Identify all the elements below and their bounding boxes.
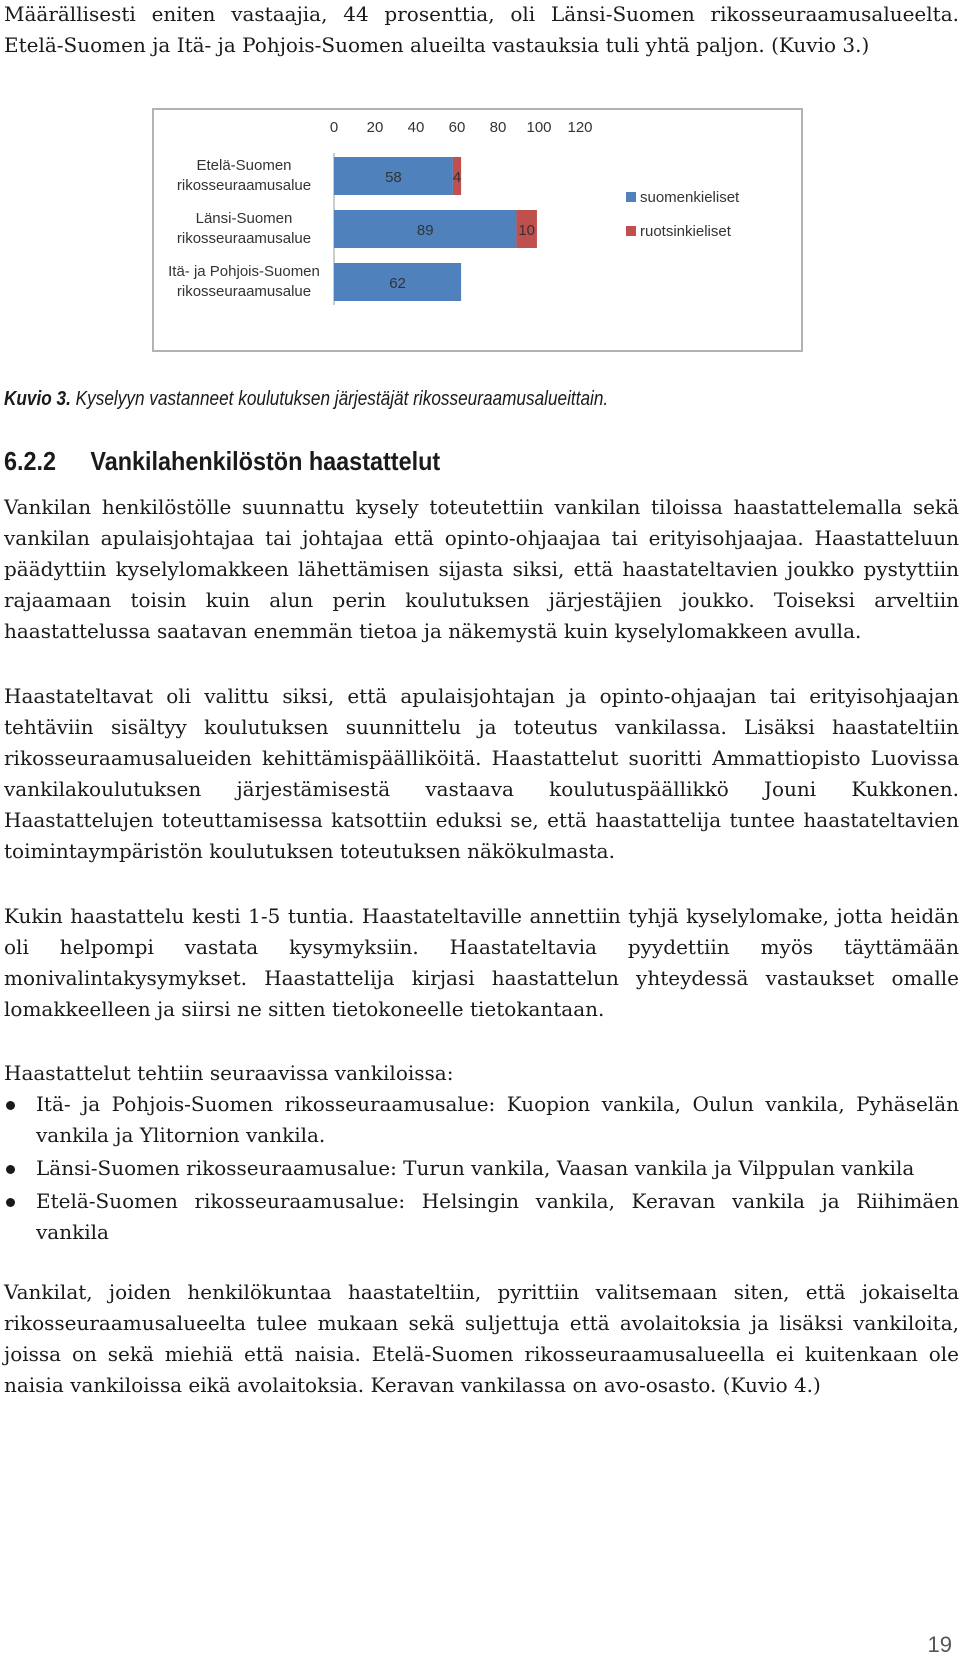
legend-swatch [626,192,636,202]
paragraph-interviewees: Haastateltavat oli valittu siksi, että apulaisjohtajan ja opinto-ohjaajan tai erityisohjaajan tehtäviin sisältyy koulutuksen suunnittelu ja toteutus vankilassa. Lisäksi haastateltiin rikosseuraamusalueiden kehittämispäälliköitä. Haastattelut suoritti Ammattiopisto Luovissa vankilakoulutuksen järjestämisestä vastaava koulutuspäällikkö Jouni Kukkonen. Haastattelujen toteuttamisessa katsottiin eduksi se, että haastattelija tuntee haastateltavien toimintaympäristön koulutuksen toteutuksen näkökulmasta. [4,684,959,863]
chart-canvas [154,110,805,354]
category-label: Etelä-Suomen [196,157,292,174]
list-item: Itä- ja Pohjois-Suomen rikosseuraamusalue: Kuopion vankila, Oulun vankila, Pyhäselän vankila ja Ylitornion vankila. [4,1089,959,1151]
x-tick-label: 0 [329,119,339,136]
x-tick-label: 100 [526,119,552,136]
data-label: 58 [385,169,402,186]
data-label: 4 [452,169,462,186]
bar-chart [152,108,803,352]
section-heading [4,446,440,477]
page-number: 19 [927,1632,952,1657]
data-label: 10 [518,222,536,239]
caption-label: Kuvio 3. [4,388,71,410]
data-label: 89 [416,222,434,239]
x-tick-label: 40 [407,119,425,136]
caption-text: Kyselyyn vastanneet koulutuksen järjestäjät rikosseuraamusalueittain. [70,388,609,410]
section-number: 6.2.2 [4,446,57,476]
x-tick-label: 80 [489,119,507,136]
list-item: Etelä-Suomen rikosseuraamusalue: Helsingin vankila, Keravan vankila ja Riihimäen vankila [4,1186,959,1248]
paragraph-prisons-intro: Haastattelut tehtiin seuraavissa vankiloissa: [4,1061,454,1085]
x-tick-label: 60 [448,119,466,136]
x-tick-label: 20 [366,119,384,136]
category-label: Länsi-Suomen [195,210,293,227]
paragraph-survey: Vankilan henkilöstölle suunnattu kysely toteutettiin vankilan tiloissa haastattelemalla sekä vankilan apulaisjohtajaa tai johtajaa että opinto-ohjaajaa tai erityisohjaajaa. Haastatteluun päädyttiin kyselylomakkeen lähettämisen sijasta siksi, että haastateltavien joukko pystyttiin rajaamaan toisin kuin alun perin koulutuksen järjestäjien joukko. Toiseksi arveltiin haastattelussa saatavan enemmän tietoa ja näkemystä kuin kyselylomakkeen avulla. [4,495,959,643]
list-item: Länsi-Suomen rikosseuraamusalue: Turun vankila, Vaasan vankila ja Vilppulan vankila [4,1153,959,1184]
section-title: Vankilahenkilöstön haastattelut [90,446,441,476]
x-tick-label: 120 [567,119,593,136]
prison-list [4,1089,959,1248]
legend-label: suomenkieliset [640,189,740,206]
category-label: rikosseuraamusalue [176,177,312,194]
category-label: rikosseuraamusalue [176,283,312,300]
data-label: 62 [389,275,406,292]
legend-swatch [626,226,636,236]
category-label: Itä- ja Pohjois-Suomen [168,263,320,280]
category-label: rikosseuraamusalue [176,230,312,247]
figure-caption [4,388,608,411]
paragraph-duration: Kukin haastattelu kesti 1-5 tuntia. Haastateltaville annettiin tyhjä kyselylomake, jotta heidän oli helpompi vastata kysymyksiin. Haastateltavia pyydettiin myös täyttämään monivalintakysymykset. Haastattelija kirjasi haastattelun yhteydessä vastaukset omalle lomakkeelleen ja siirsi ne sitten tietokoneelle tietokantaan. [4,904,959,1021]
intro-paragraph: Määrällisesti eniten vastaajia, 44 prosenttia, oli Länsi-Suomen rikosseuraamusalueelta. Etelä-Suomen ja Itä- ja Pohjois-Suomen alueilta vastauksia tuli yhtä paljon. (Kuvio 3.) [4,2,959,57]
paragraph-selection: Vankilat, joiden henkilökuntaa haastateltiin, pyrittiin valitsemaan siten, että jokaiselta rikosseuraamusalueelta tulee mukaan sekä suljettuja että avolaitoksia ja lisäksi vankiloita, joissa on sekä miehiä että naisia. Etelä-Suomen rikosseuraamusalueella ei kuitenkaan ole naisia vankiloissa eikä avolaitoksia. Keravan vankilassa on avo-osasto. (Kuvio 4.) [4,1280,959,1397]
legend-label: ruotsinkieliset [640,223,731,240]
